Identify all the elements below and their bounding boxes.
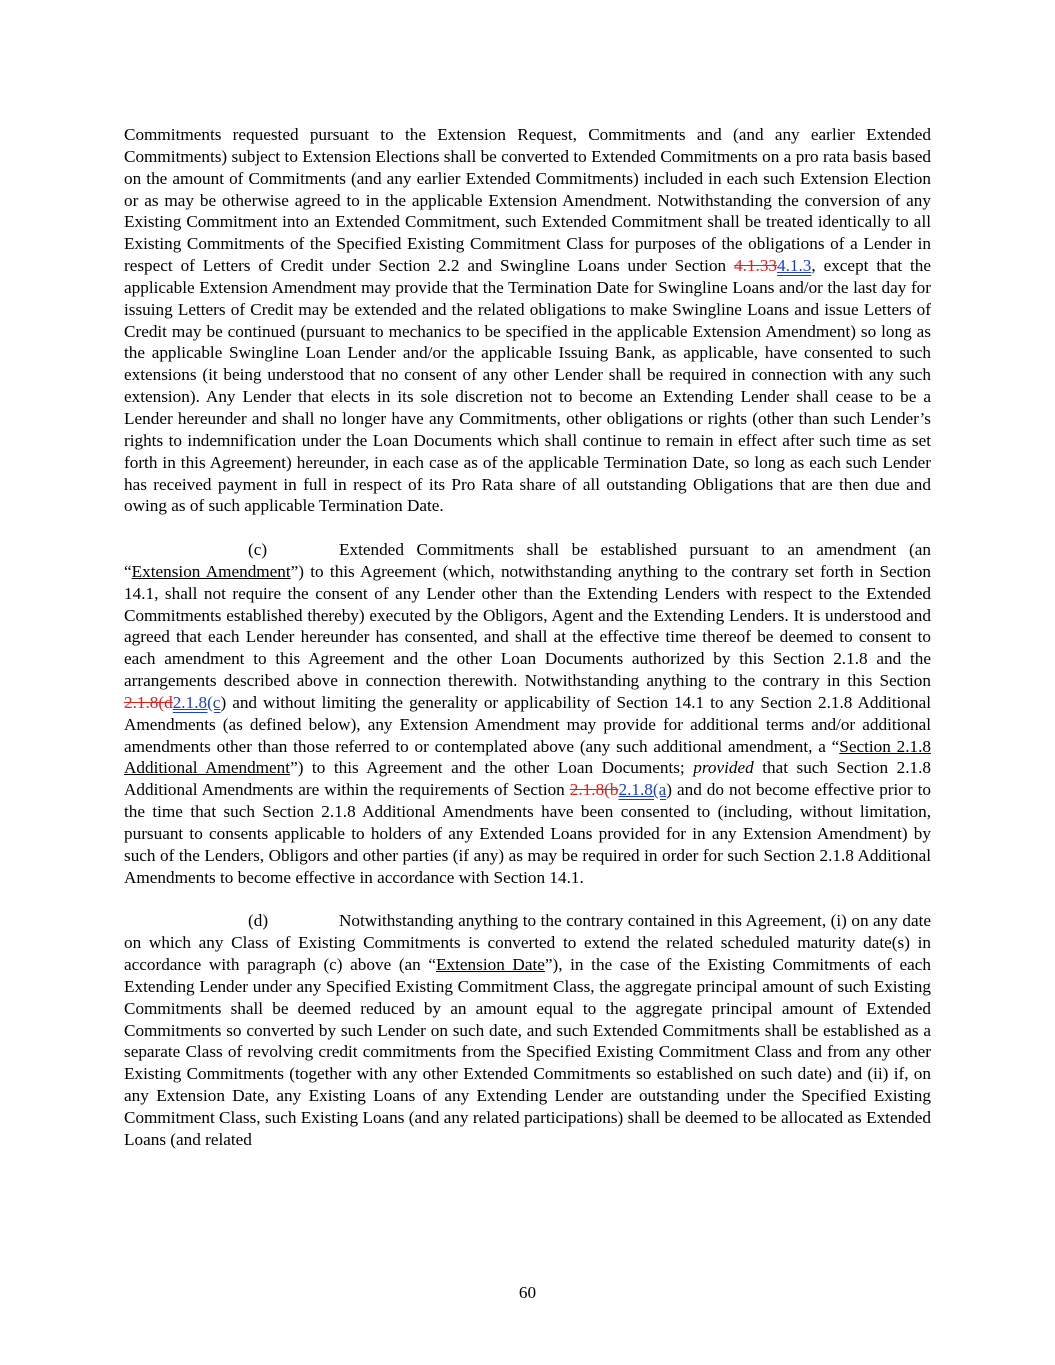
paragraph-c (124, 539, 931, 889)
defined-term: Section 2.1.8 Additional Amendment (124, 736, 931, 778)
deleted-reference: 2.1.8(b (569, 780, 619, 800)
text-run: Extended Commitments shall be established pursuant to an amendment (an “ (124, 540, 931, 581)
text-run: Commitments requested pursuant to the Extension Request, Commitments and (and any earlier Extended Commitments) subject to Extension Elections shall be converted to Extended Commitments on a pro rata basis based on the amount of Commitments (and any earlier Extended Commitments) included in each such Extension Election or as may be otherwise agreed to in the applicable Extension Amendment. Notwithstanding the conversion of any Existing Commitment into an Extended Commitment, such Extended Commitment shall be treated identically to all Existing Commitments of the Specified Existing Commitment Class for purposes of the obligations of a Lender in respect of Letters of Credit under Section 2.2 and Swingline Loans under Section (124, 125, 931, 276)
text-run: ”) to this Agreement (which, notwithstanding anything to the contrary set forth in Section 14.1, shall not require the consent of any Lender other than the Extending Lenders with respect to the Extended Commitments established thereby) executed by the Obligors, Agent and the Extending Lenders. It is understood and agreed that each Lender hereunder has consented, and shall at the effective time thereof be deemed to consent to each amendment to this Agreement and the other Loan Documents authorized by this Section 2.1.8 and the arrangements described above in connection therewith. Notwithstanding anything to the contrary in this Section (124, 561, 931, 691)
defined-term: Extension Amendment (131, 561, 291, 581)
italic-text: provided (693, 758, 754, 778)
text-run: ”) to this Agreement and the other Loan Documents; (290, 758, 694, 778)
paragraph-continued (124, 124, 931, 517)
text-run: ) and without limiting the generality or applicability of Section 14.1 to any Section 2.1.8 Additional Amendments (as defined below), any Extension Amendment may provide for additional terms and/or additional amendments other than those referred to or contemplated above (any such additional amendment, a “ (124, 692, 931, 756)
text-run: ) and do not become effective prior to the time that such Section 2.1.8 Additional Amendments have been consented to (including, without limitation, pursuant to consents applicable to holders of any Extended Loans provided for in any Extension Amendment) by such of the Lenders, Obligors and other parties (if any) as may be required in order for such Section 2.1.8 Additional Amendments to become effective in accordance with Section 14.1. (124, 780, 931, 887)
paragraph-label: (d) (248, 911, 269, 931)
defined-term: Extension Date (436, 955, 545, 975)
text-run: Notwithstanding anything to the contrary contained in this Agreement, (i) on any date on which any Class of Existing Commitments is converted to extend the related scheduled maturity date(s) in accordance with paragraph (c) above (an “ (124, 911, 931, 975)
document-body (124, 124, 931, 1173)
deleted-reference: 2.1.8(d (124, 692, 173, 712)
page-number: 60 (518, 1283, 537, 1302)
text-run: ”), in the case of the Existing Commitments of each Extending Lender under any Specified Existing Commitment Class, the aggregate principal amount of such Existing Commitments shall be deemed reduced by an amount equal to the aggregate principal amount of Extended Commitments so converted by such Lender on such date, and such Extended Commitments shall be established as a separate Class of revolving credit commitments from the Specified Existing Commitment Class and from any other Existing Commitments (together with any other Extended Commitments so established on such date) and (ii) if, on any Extension Date, any Existing Loans of any Extending Lender are outstanding under the Specified Existing Commitment Class, such Existing Loans (and any related participations) shall be deemed to be allocated as Extended Loans (and related (124, 955, 931, 1149)
deleted-reference: 4.1.33 (734, 256, 778, 276)
paragraph-label: (c) (248, 540, 268, 560)
paragraph-d (124, 910, 931, 1150)
inserted-reference-link[interactable]: 2.1.8(a (618, 780, 667, 800)
inserted-reference-link[interactable]: 4.1.3 (777, 256, 812, 276)
text-run: , except that the applicable Extension Amendment may provide that the Termination Date for Swingline Loans and/or the last day for issuing Letters of Credit may be extended and the related obligations to make Swingline Loans and issue Letters of Credit may be continued (pursuant to mechanics to be specified in the applicable Extension Amendment) so long as the applicable Swingline Loan Lender and/or the applicable Issuing Bank, as applicable, have consented to such extensions (it being understood that no consent of any other Lender shall be required in connection with any such extension). Any Lender that elects in its sole discretion not to become an Extending Lender shall cease to be a Lender hereunder and shall no longer have any Commitments, other obligations or rights (other than such Lender’s rights to indemnification under the Loan Documents which shall continue to remain in effect after such time as set forth in this Agreement) hereunder, in each case as of the applicable Termination Date, so long as each such Lender has received payment in full in respect of its Pro Rata share of all outstanding Obligations that are then due and owing as of such applicable Termination Date. (124, 256, 931, 516)
text-run: that such Section 2.1.8 Additional Amendments are within the requirements of Section (124, 758, 931, 800)
inserted-reference-link[interactable]: 2.1.8(c (172, 692, 221, 712)
